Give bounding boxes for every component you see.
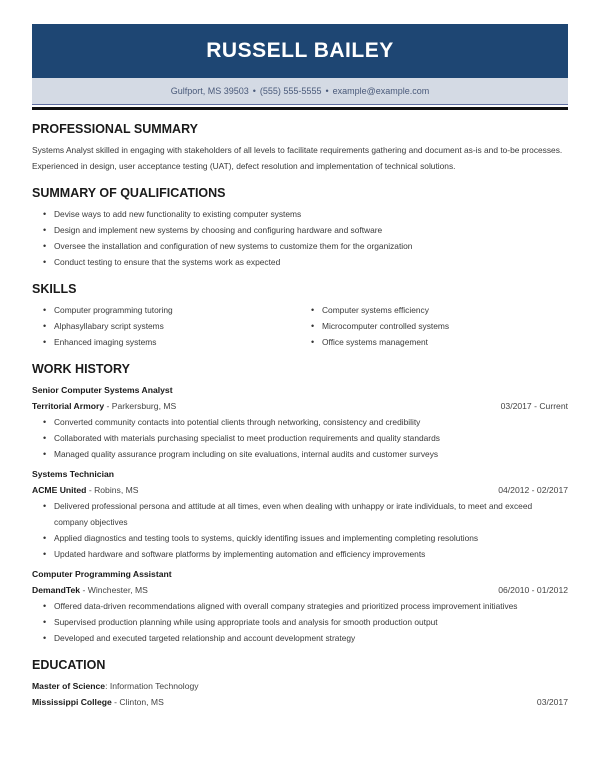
skill-item: • Office systems management: [300, 334, 568, 350]
separator: •: [252, 86, 256, 96]
job-bullets: [32, 598, 568, 646]
list-item: • Developed and executed targeted relationship and account development strategy: [32, 630, 568, 646]
section-title: PROFESSIONAL SUMMARY: [32, 122, 198, 136]
skills-left-column: [32, 302, 300, 350]
company-name: ACME United: [32, 485, 87, 495]
job-dates: 03/2017 - Current: [500, 401, 568, 411]
job-dates: 06/2010 - 01/2012: [498, 585, 568, 595]
job-entry: [32, 566, 568, 646]
list-item: • Conduct testing to ensure that the systems work as expected: [32, 254, 568, 270]
company-location: - Robins, MS: [86, 485, 139, 495]
job-entry: [32, 382, 568, 462]
header-rule-thick: [32, 107, 568, 110]
skill-item: • Alphasyllabary script systems: [32, 318, 300, 334]
company-name: Territorial Armory: [32, 401, 105, 411]
list-item: • Collaborated with materials purchasing specialist to meet production requirements and quality standards: [32, 430, 568, 446]
list-item: • Managed quality assurance program including on site evaluations, internal audits and customer surveys: [32, 446, 568, 462]
education-section: [32, 658, 568, 710]
job-employer-line: [32, 398, 568, 414]
work-history-section: [32, 362, 568, 646]
qualifications-section: [32, 186, 568, 270]
school-name: Mississippi College: [32, 697, 112, 707]
professional-summary-section: [32, 122, 568, 174]
list-item: • Updated hardware and software platforms by implementing automation and efficiency improvements: [32, 546, 568, 562]
skill-item: • Computer programming tutoring: [32, 302, 300, 318]
skills-right-column: [300, 302, 568, 350]
job-bullets: [32, 498, 568, 562]
location: Gulfport, MS 39503: [170, 86, 249, 96]
company-location: - Parkersburg, MS: [104, 401, 177, 411]
list-item: • Oversee the installation and configuration of new systems to customize them for the organization: [32, 238, 568, 254]
job-employer-line: [32, 582, 568, 598]
list-item: • Design and implement new systems by choosing and configuring hardware and software: [32, 222, 568, 238]
job-title: Senior Computer Systems Analyst: [32, 385, 173, 395]
summary-text: Systems Analyst skilled in engaging with stakeholders of all levels to facilitate requirements gathering and document as-is and to-be processes. Experienced in design, user acceptance testing (UAT), defect resolution and implementation of technical solutions.: [32, 145, 563, 171]
skill-item: • Microcomputer controlled systems: [300, 318, 568, 334]
email: example@example.com: [332, 86, 430, 96]
job-entry: [32, 466, 568, 562]
graduation-date: 03/2017: [536, 697, 568, 707]
skill-item: • Computer systems efficiency: [300, 302, 568, 318]
company-location: - Winchester, MS: [80, 585, 148, 595]
section-title: SKILLS: [32, 282, 77, 296]
job-bullets: [32, 414, 568, 462]
degree-line: [32, 678, 568, 694]
school-location: - Clinton, MS: [111, 697, 164, 707]
list-item: • Converted community contacts into potential clients through networking, consistency and credibility: [32, 414, 568, 430]
list-item: • Applied diagnostics and testing tools to systems, quickly identifing issues and implementing completing resolutions: [32, 530, 568, 546]
skills-section: [32, 282, 568, 350]
header-rule-thin: [32, 104, 568, 105]
degree: Master of Science: [32, 681, 106, 691]
name-header: [32, 24, 568, 78]
section-title: EDUCATION: [32, 658, 106, 672]
school-line: [32, 694, 568, 710]
company-name: DemandTek: [32, 585, 81, 595]
job-employer-line: [32, 482, 568, 498]
job-dates: 04/2012 - 02/2017: [498, 485, 568, 495]
qualifications-list: [32, 206, 568, 270]
list-item: • Supervised production planning while using appropriate tools and analysis for smooth production output: [32, 614, 568, 630]
candidate-name: RUSSELL BAILEY: [206, 39, 394, 62]
list-item: • Offered data-driven recommendations aligned with overall company strategies and prioritized process improvement initiatives: [32, 598, 568, 614]
job-title: Systems Technician: [32, 469, 114, 479]
skills-columns: [32, 302, 568, 350]
skill-item: • Enhanced imaging systems: [32, 334, 300, 350]
job-title: Computer Programming Assistant: [32, 569, 172, 579]
section-title: SUMMARY OF QUALIFICATIONS: [32, 186, 226, 200]
separator: •: [325, 86, 329, 96]
list-item: • Delivered professional persona and attitude at all times, even when dealing with unhappy or irate individuals, to meet and exceed company objectives: [32, 498, 568, 530]
contact-info: [32, 78, 568, 104]
list-item: • Devise ways to add new functionality to existing computer systems: [32, 206, 568, 222]
phone: (555) 555-5555: [259, 86, 322, 96]
field-of-study: : Information Technology: [105, 681, 199, 691]
resume-page: [32, 24, 568, 710]
section-title: WORK HISTORY: [32, 362, 130, 376]
